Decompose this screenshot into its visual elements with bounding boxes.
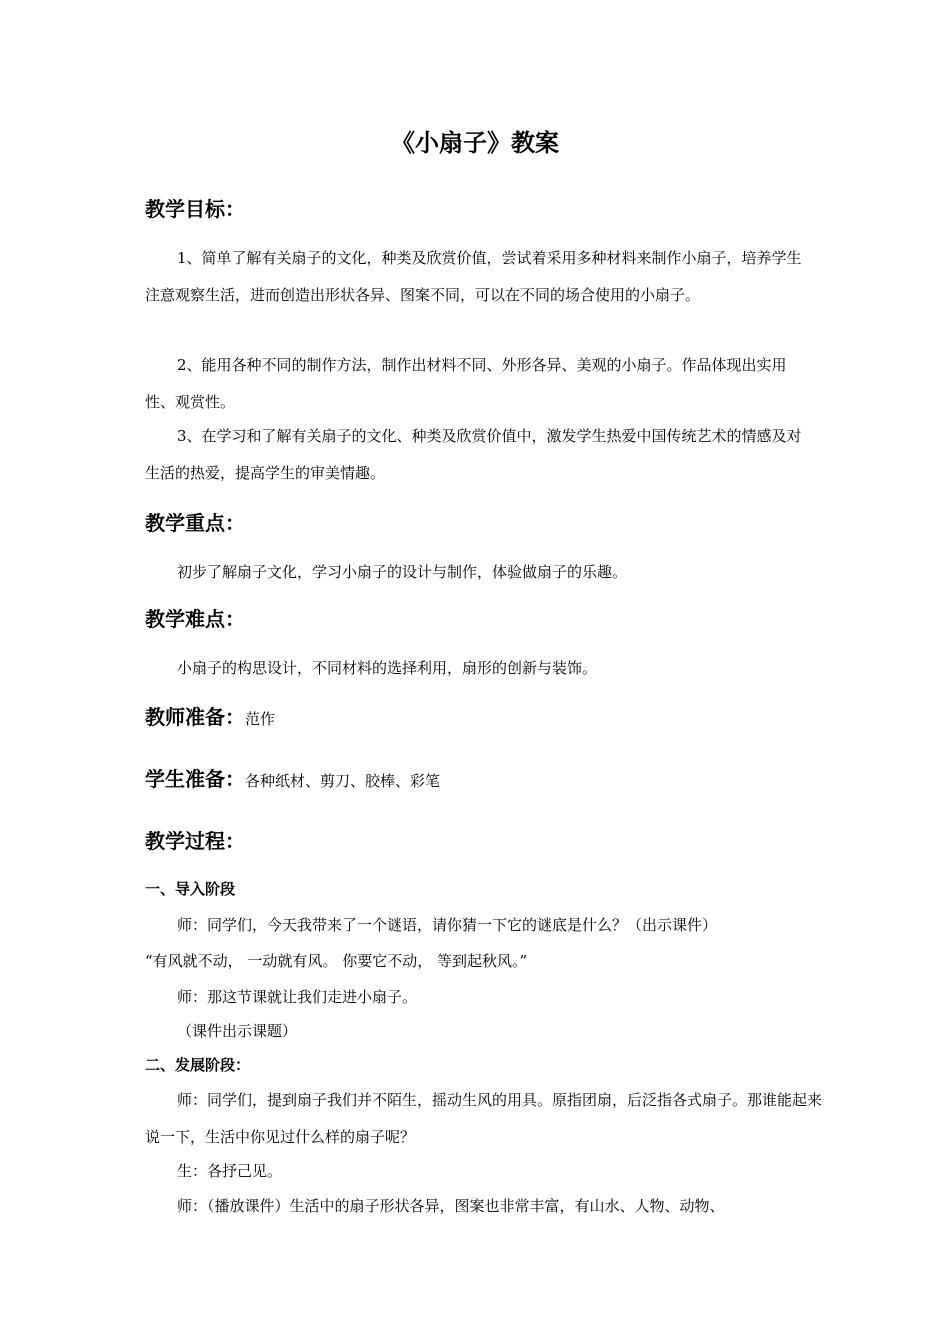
stage2-line2: 生：各抒己见。	[177, 1162, 283, 1180]
stage1-line4: （课件出示课题）	[177, 1022, 298, 1040]
objective-item-2: 2、能用各种不同的制作方法，制作出材料不同、外形各异、美观的小扇子。作品体现出实用性、观赏性。	[145, 356, 787, 411]
key-points-text: 初步了解扇子文化，学习小扇子的设计与制作，体验做扇子的乐趣。	[177, 563, 628, 581]
student-prep-heading	[145, 764, 440, 796]
stage2-line3: 师：（播放课件）生活中的扇子形状各异，图案也非常丰富，有山水、人物、动物、	[177, 1197, 725, 1215]
stage1-title: 一、导入阶段	[145, 880, 236, 898]
objective-item-1: 1、简单了解有关扇子的文化，种类及欣赏价值，尝试着采用多种材料来制作小扇子，培养学生注意观察生活，进而创造出形状各异、图案不同，可以在不同的场合使用的小扇子。	[145, 249, 802, 304]
objectives-heading: 教学目标：	[145, 197, 245, 221]
stage1-line1: 师：同学们，今天我带来了一个谜语，请你猜一下它的谜底是什么？（出示课件）	[177, 916, 718, 934]
teacher-prep-heading	[145, 702, 275, 734]
teacher-prep-label: 教师准备：	[145, 705, 245, 729]
difficulties-heading: 教学难点：	[145, 607, 245, 631]
student-prep-label: 学生准备：	[145, 767, 245, 791]
key-points-heading: 教学重点：	[145, 511, 245, 535]
stage1-riddle: “有风就不动， 一动就有风。 你要它不动， 等到起秋风。”	[145, 952, 528, 970]
process-heading: 教学过程：	[145, 829, 245, 853]
difficulties-text: 小扇子的构思设计，不同材料的选择利用，扇形的创新与装饰。	[177, 659, 598, 677]
teacher-prep-text: 范作	[245, 710, 276, 728]
objective-item-3: 3、在学习和了解有关扇子的文化、种类及欣赏价值中，激发学生热爱中国传统艺术的情感及对生活的热爱，提高学生的审美情趣。	[145, 427, 802, 482]
stage2-para1: 师：同学们，提到扇子我们并不陌生，摇动生风的用具。原指团扇，后泛指各式扇子。那谁能起来说一下，生活中你见过什么样的扇子呢？	[145, 1091, 823, 1146]
stage1-line3: 师：那这节课就让我们走进小扇子。	[177, 988, 418, 1006]
student-prep-text: 各种纸材、剪刀、胶棒、彩笔	[245, 772, 441, 790]
stage2-title: 二、发展阶段：	[145, 1056, 251, 1074]
document-title: 《小扇子》教案	[391, 129, 559, 157]
